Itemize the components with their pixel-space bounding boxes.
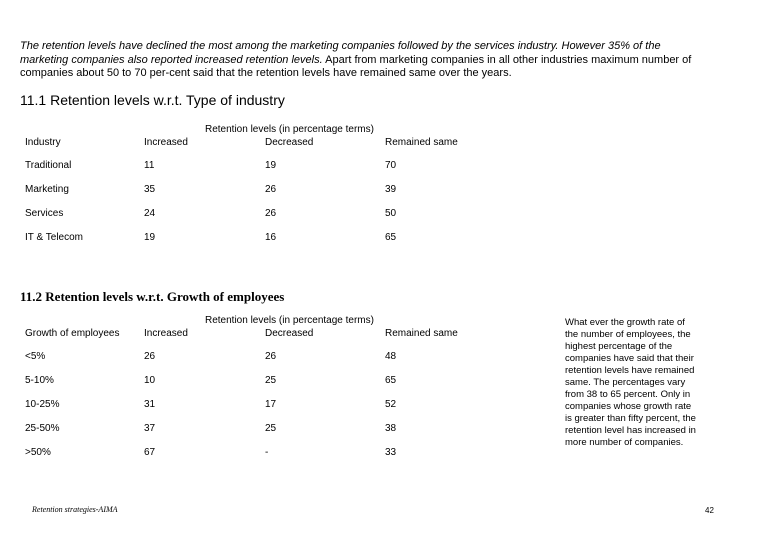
growth-row-label: <5% — [25, 351, 46, 362]
industry-row-label: Traditional — [25, 160, 72, 171]
footer-document-title: Retention strategies-AIMA — [32, 505, 118, 514]
industry-row-remained: 39 — [385, 184, 397, 195]
industry-header-industry: Industry — [25, 137, 61, 148]
intro-paragraph — [20, 40, 700, 81]
growth-row-remained: 48 — [385, 351, 397, 362]
industry-header-remained: Remained same — [385, 137, 458, 148]
growth-row-increased: 26 — [144, 351, 156, 362]
growth-row-decreased: 25 — [265, 375, 277, 386]
section2-title: 11.2 Retention levels w.r.t. Growth of employees — [20, 289, 285, 304]
growth-row-remained: 38 — [385, 423, 397, 434]
growth-row-label: >50% — [25, 447, 51, 458]
industry-row-remained: 70 — [385, 160, 397, 171]
growth-header-increased: Increased — [144, 328, 188, 339]
growth-note: What ever the growth rate of the number of employees, the highest percentage of the companies have said that their retention levels have remained same. The percentages vary from 38 to 65 percent. Only in companies whose growth rate is greater than fifty percent, the retention level has increased in more number of companies. — [565, 317, 696, 448]
intro-italic-text: The retention levels have declined the most among the marketing companies followed by the services industry. However 35% of the marketing companies also reported increased retention levels. — [20, 40, 661, 66]
industry-row-increased: 11 — [144, 160, 155, 171]
growth-row-remained: 33 — [385, 447, 397, 458]
industry-header-increased: Increased — [144, 137, 188, 148]
growth-table-super-header: Retention levels (in percentage terms) — [205, 315, 374, 326]
growth-row-remained: 52 — [385, 399, 397, 410]
industry-row-decreased: 19 — [265, 160, 277, 171]
industry-row-decreased: 26 — [265, 208, 277, 219]
growth-header-growth: Growth of employees — [25, 328, 120, 339]
growth-row-increased: 31 — [144, 399, 156, 410]
industry-row-increased: 24 — [144, 208, 156, 219]
industry-header-decreased: Decreased — [265, 137, 314, 148]
page-number: 42 — [705, 506, 714, 515]
industry-row-label: IT & Telecom — [25, 232, 83, 243]
growth-row-increased: 67 — [144, 447, 156, 458]
section1-title: 11.1 Retention levels w.r.t. Type of industry — [20, 92, 285, 108]
industry-row-increased: 19 — [144, 232, 156, 243]
industry-row-increased: 35 — [144, 184, 156, 195]
growth-header-decreased: Decreased — [265, 328, 314, 339]
intro-plain-text: Apart from marketing companies in all other industries maximum number of companies about 50 to 70 per-cent said that the retention levels have remained same over the years. — [20, 53, 692, 79]
growth-row-decreased: 17 — [265, 399, 277, 410]
industry-row-decreased: 16 — [265, 232, 277, 243]
industry-row-remained: 50 — [385, 208, 397, 219]
growth-row-label: 10-25% — [25, 399, 60, 410]
industry-row-label: Services — [25, 208, 64, 219]
growth-row-remained: 65 — [385, 375, 397, 386]
industry-table-super-header: Retention levels (in percentage terms) — [205, 124, 374, 135]
industry-row-decreased: 26 — [265, 184, 277, 195]
industry-row-remained: 65 — [385, 232, 397, 243]
growth-row-label: 25-50% — [25, 423, 60, 434]
growth-row-increased: 10 — [144, 375, 156, 386]
growth-row-decreased: 25 — [265, 423, 277, 434]
industry-row-label: Marketing — [25, 184, 69, 195]
growth-row-label: 5-10% — [25, 375, 54, 386]
growth-row-decreased: - — [265, 447, 269, 458]
growth-row-decreased: 26 — [265, 351, 277, 362]
growth-row-increased: 37 — [144, 423, 156, 434]
growth-header-remained: Remained same — [385, 328, 458, 339]
